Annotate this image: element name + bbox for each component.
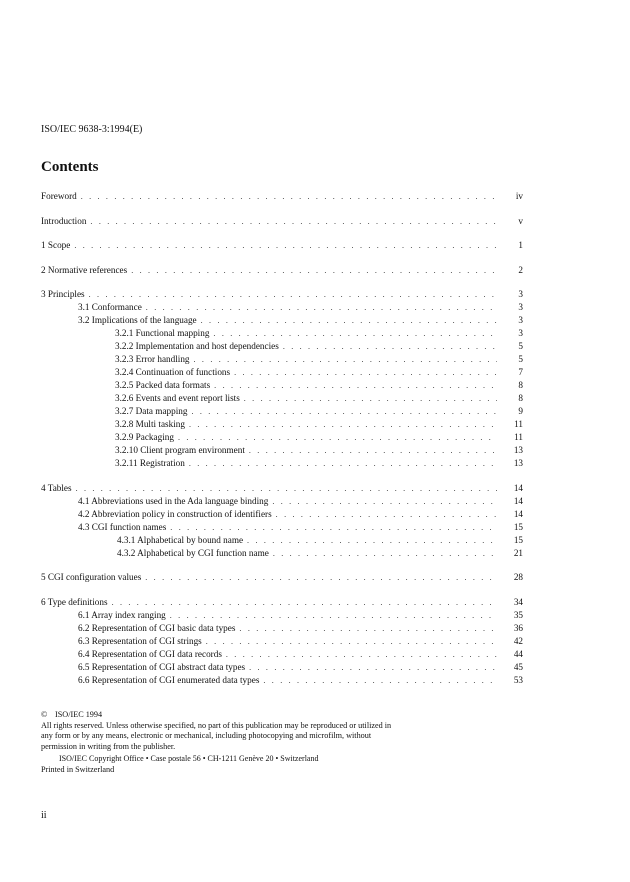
toc-entry-page: 8 bbox=[518, 380, 523, 390]
table-of-contents bbox=[41, 190, 523, 687]
toc-entry bbox=[41, 495, 523, 508]
toc-dot-leader bbox=[249, 444, 497, 457]
toc-entry-label: 4.3 CGI function names bbox=[78, 521, 167, 532]
toc-dot-leader bbox=[239, 622, 497, 635]
toc-entry-page: 9 bbox=[518, 406, 523, 416]
toc-entry-label: 4 Tables bbox=[41, 482, 72, 493]
toc-entry-page: 11 bbox=[514, 419, 523, 429]
toc-entry-label: 4.3.1 Alphabetical by bound name bbox=[117, 534, 244, 545]
toc-entry-label: 4.1 Abbreviations used in the Ada language binding bbox=[78, 495, 269, 506]
toc-entry-page: 21 bbox=[513, 547, 523, 558]
toc-entry-label: 2 Normative references bbox=[41, 264, 128, 275]
toc-entry-label: 6.3 Representation of CGI strings bbox=[78, 635, 202, 646]
toc-entry-label: 3.2.5 Packed data formats bbox=[115, 380, 211, 390]
toc-entry-label: Foreword bbox=[41, 191, 77, 201]
toc-entry-page: 5 bbox=[518, 354, 523, 364]
toc-dot-leader bbox=[226, 648, 497, 661]
toc-dot-leader bbox=[273, 547, 497, 560]
toc-entry-label: 1 Scope bbox=[41, 240, 71, 250]
toc-entry-label: 4.2 Abbreviation policy in construction of identifiers bbox=[78, 508, 272, 519]
toc-entry-page: 11 bbox=[514, 432, 523, 442]
toc-entry bbox=[41, 327, 523, 340]
toc-entry bbox=[41, 609, 523, 622]
toc-entry-page: 1 bbox=[518, 240, 523, 250]
toc-dot-leader bbox=[191, 405, 497, 418]
toc-dot-leader bbox=[247, 534, 497, 547]
toc-entry-page: 8 bbox=[518, 393, 523, 403]
toc-entry bbox=[41, 353, 523, 366]
copyright-notice: All rights reserved. Unless otherwise specified, no part of this publication may be reproduced or utilized in any form or by any means, electronic or mechanical, including photocopying and microfilm, without permission in writing from the publisher. bbox=[41, 720, 392, 751]
toc-entry bbox=[41, 444, 523, 457]
toc-dot-leader bbox=[146, 301, 497, 314]
toc-dot-leader bbox=[244, 392, 497, 405]
toc-dot-leader bbox=[74, 239, 497, 252]
toc-entry-label: 6.6 Representation of CGI enumerated data types bbox=[78, 674, 260, 685]
toc-entry-page: 13 bbox=[513, 445, 523, 455]
toc-dot-leader bbox=[189, 457, 497, 470]
toc-entry-page: 2 bbox=[518, 264, 523, 275]
toc-entry-page: 42 bbox=[513, 635, 523, 646]
toc-dot-leader bbox=[76, 482, 497, 495]
toc-entry-label: 3 Principles bbox=[41, 289, 85, 299]
toc-dot-leader bbox=[201, 314, 497, 327]
toc-entry bbox=[41, 405, 523, 418]
toc-entry bbox=[41, 379, 523, 392]
page-number: ii bbox=[41, 810, 47, 821]
toc-entry-label: 3.2.3 Error handling bbox=[115, 354, 190, 364]
toc-entry-page: 13 bbox=[513, 458, 523, 468]
toc-entry-label: 3.2.2 Implementation and host dependencies bbox=[115, 341, 279, 351]
toc-entry-label: 5 CGI configuration values bbox=[41, 572, 142, 582]
toc-entry bbox=[41, 301, 523, 314]
toc-dot-leader bbox=[194, 353, 497, 366]
toc-entry bbox=[41, 622, 523, 635]
toc-entry bbox=[41, 239, 523, 252]
toc-dot-leader bbox=[170, 609, 497, 622]
copyright-office-address: ISO/IEC Copyright Office • Case postale 56 • CH-1211 Genève 20 • Switzerland bbox=[59, 754, 319, 763]
toc-dot-leader bbox=[112, 596, 497, 609]
toc-entry bbox=[41, 288, 523, 301]
toc-entry-page: 44 bbox=[513, 648, 523, 659]
toc-entry bbox=[41, 264, 523, 277]
toc-entry bbox=[41, 392, 523, 405]
toc-entry-label: Introduction bbox=[41, 215, 87, 226]
toc-dot-leader bbox=[249, 661, 497, 674]
copyright-holder: ISO/IEC 1994 bbox=[55, 710, 103, 719]
toc-entry-label: 3.2 Implications of the language bbox=[78, 315, 197, 325]
toc-entry-page: 53 bbox=[513, 674, 523, 685]
toc-entry-page: 28 bbox=[513, 572, 523, 582]
toc-entry-page: 7 bbox=[518, 367, 523, 377]
toc-dot-leader bbox=[276, 508, 497, 521]
toc-entry-label: 6.1 Array index ranging bbox=[78, 609, 166, 620]
toc-dot-leader bbox=[170, 521, 497, 534]
toc-entry bbox=[41, 571, 523, 584]
toc-entry-page: 45 bbox=[513, 661, 523, 672]
toc-entry-page: 3 bbox=[518, 328, 523, 338]
toc-entry-page: iv bbox=[515, 191, 523, 201]
toc-entry-label: 3.2.11 Registration bbox=[115, 458, 185, 468]
toc-entry bbox=[41, 547, 523, 560]
toc-entry-label: 3.2.6 Events and event report lists bbox=[115, 393, 240, 403]
toc-entry-page: 15 bbox=[513, 521, 523, 532]
toc-entry-label: 3.2.4 Continuation of functions bbox=[115, 367, 231, 377]
toc-entry bbox=[41, 314, 523, 327]
toc-entry-label: 6 Type definitions bbox=[41, 596, 108, 607]
toc-entry-label: 3.2.7 Data mapping bbox=[115, 406, 188, 416]
toc-entry bbox=[41, 596, 523, 609]
toc-dot-leader bbox=[272, 495, 497, 508]
toc-dot-leader bbox=[90, 215, 497, 228]
toc-dot-leader bbox=[89, 288, 497, 301]
toc-entry-label: 3.2.9 Packaging bbox=[115, 432, 174, 442]
toc-dot-leader bbox=[213, 327, 497, 340]
toc-entry-page: 34 bbox=[513, 596, 523, 607]
toc-entry bbox=[41, 534, 523, 547]
toc-entry-label: 4.3.2 Alphabetical by CGI function name bbox=[117, 547, 269, 558]
copyright-block bbox=[41, 710, 401, 775]
toc-entry-label: 3.2.8 Multi tasking bbox=[115, 419, 185, 429]
toc-entry-label: 6.5 Representation of CGI abstract data types bbox=[78, 661, 246, 672]
copyright-symbol: © bbox=[41, 710, 48, 719]
toc-entry bbox=[41, 508, 523, 521]
printed-in: Printed in Switzerland bbox=[41, 764, 115, 774]
toc-entry-page: 14 bbox=[513, 508, 523, 519]
toc-entry bbox=[41, 674, 523, 687]
toc-dot-leader bbox=[189, 418, 497, 431]
toc-entry-page: 3 bbox=[518, 315, 523, 325]
toc-entry bbox=[41, 215, 523, 228]
toc-entry bbox=[41, 190, 523, 203]
toc-entry-page: 3 bbox=[518, 289, 523, 299]
page-title: Contents bbox=[41, 159, 99, 175]
document-identifier: ISO/IEC 9638-3:1994(E) bbox=[41, 124, 143, 135]
toc-dot-leader bbox=[131, 264, 497, 277]
toc-entry-page: v bbox=[518, 215, 523, 226]
toc-entry-label: 3.2.1 Functional mapping bbox=[115, 328, 210, 338]
toc-entry bbox=[41, 457, 523, 470]
toc-dot-leader bbox=[145, 571, 497, 584]
toc-dot-leader bbox=[214, 379, 497, 392]
toc-entry-page: 14 bbox=[513, 495, 523, 506]
toc-entry-label: 3.1 Conformance bbox=[78, 302, 142, 312]
toc-entry bbox=[41, 661, 523, 674]
toc-entry-label: 6.2 Representation of CGI basic data types bbox=[78, 622, 236, 633]
toc-dot-leader bbox=[178, 431, 497, 444]
toc-entry-label: 6.4 Representation of CGI data records bbox=[78, 648, 222, 659]
toc-entry-page: 14 bbox=[513, 482, 523, 493]
toc-entry-page: 15 bbox=[513, 534, 523, 545]
toc-dot-leader bbox=[263, 674, 497, 687]
toc-dot-leader bbox=[234, 366, 497, 379]
toc-entry-page: 3 bbox=[518, 302, 523, 312]
toc-entry bbox=[41, 482, 523, 495]
toc-entry bbox=[41, 521, 523, 534]
toc-entry bbox=[41, 648, 523, 661]
toc-entry-page: 5 bbox=[518, 341, 523, 351]
toc-entry-page: 35 bbox=[513, 609, 523, 620]
toc-dot-leader bbox=[283, 340, 497, 353]
toc-entry bbox=[41, 418, 523, 431]
toc-dot-leader bbox=[206, 635, 497, 648]
toc-entry bbox=[41, 431, 523, 444]
toc-entry-label: 3.2.10 Client program environment bbox=[115, 445, 245, 455]
toc-entry bbox=[41, 635, 523, 648]
toc-entry bbox=[41, 340, 523, 353]
toc-entry bbox=[41, 366, 523, 379]
toc-dot-leader bbox=[81, 190, 497, 203]
toc-entry-page: 36 bbox=[513, 622, 523, 633]
